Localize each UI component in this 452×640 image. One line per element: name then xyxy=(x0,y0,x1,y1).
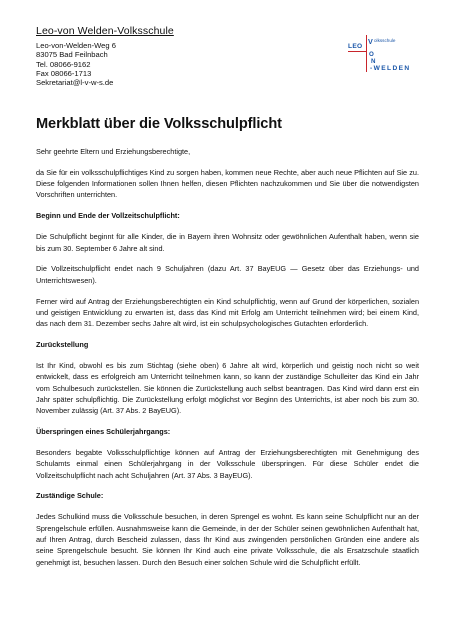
fax-number: Fax 08066-1713 xyxy=(36,68,92,78)
intro-paragraph: da Sie für ein volksschulpflichtiges Kind zu sorgen haben, kommen neue Rechte, aber auch neue Pflichten auf Sie zu. Diese folgenden Informationen sollen Ihnen helfen, diesen Pflichten nachzukommen und Sie über die notwendigsten Vorschriften unterrichten. xyxy=(36,167,419,200)
logo-letter-v: V xyxy=(368,37,373,46)
logo-leo: LEO xyxy=(348,43,363,50)
letterhead xyxy=(36,25,174,87)
paragraph-antrag: Ferner wird auf Antrag der Erziehungsberechtigten ein Kind schulpflichtig, wenn auf Grund der körperlichen, sozialen und geistigen Entwicklung zu erwarten ist, dass das Kind mit Erfolg am Unterricht teilnehmen wird; bei einem Kind, das nach dem 31. Dezember sechs Jahre alt wird, ist ein schulpsychologisches Gutachten erforderlich. xyxy=(36,296,419,329)
school-logo xyxy=(348,32,434,72)
phone-number: Tel. 08066-9162 xyxy=(36,59,91,69)
document-body xyxy=(36,146,419,577)
paragraph-zurueckstellung: Ist Ihr Kind, obwohl es bis zum Stichtag (siehe oben) 6 Jahre alt wird, körperlich und geistig noch nicht so weit entwickelt, dass es erfolgreich am Unterricht teilnehmen kann, so kann der zuständige Schulleiter das Kind ein Jahr vom Schulbesuch zurückstellen. Sie können die Zurückstellung auch selbst beantragen. Das Kind wird dann erst ein Jahr später schulpflichtig. Die Zurückstellung erfolgt möglichst vor Beginn des Unterrichts, ist aber noch bis zum 30. November zulässig (Art. 37 Abs. 2 BayEUG). xyxy=(36,361,419,416)
paragraph-zustaendige-schule: Jedes Schulkind muss die Volksschule besuchen, in deren Sprengel es wohnt. Es kann seine Schulpflicht nur an der Sprengelschule erfüllen. Ausnahmsweise kann die Gemeinde, in der der Schüler seinen gewöhnlichen Aufenthalt hat, auf Ihren Antrag, durch Bescheid zulassen, dass Ihr Kind aus zwingenden persönlichen Gründen eine andere als seine Sprengelschule besucht. Sie können Ihr Kind auch eine private Volksschule, die als Ersatzschule staatlich genehmigt ist, besuchen lassen. Durch den Besuch einer solchen Schule wird die Schulpflicht erfüllt. xyxy=(36,512,419,567)
section-heading-zurueckstellung: Zurückstellung xyxy=(36,340,89,350)
salutation: Sehr geehrte Eltern und Erziehungsberechtigte, xyxy=(36,147,191,156)
logo-letter-n: N xyxy=(371,58,376,65)
school-name: Leo-von Welden-Volksschule xyxy=(36,25,174,37)
paragraph-ueberspringen: Besonders begabte Volksschulpflichtige können auf Antrag der Erziehungsberechtigten mit Genehmigung des Schulamts einmal einen Schülerjahrgang in der Volksschule überspringen. Für diese Schüler endet die Vollzeitschulpflicht nach acht Schuljahren (Art. 37 Abs. 3 BayEUG). xyxy=(36,447,419,480)
logo-volksschule: olksschule xyxy=(374,38,396,43)
section-heading-ueberspringen: Überspringen eines Schülerjahrgangs: xyxy=(36,427,171,437)
section-heading-zustaendige-schule: Zuständige Schule: xyxy=(36,491,104,501)
logo-vertical-rule xyxy=(366,35,367,72)
address-street: Leo-von-Welden-Weg 6 xyxy=(36,41,116,50)
logo-welden: -WELDEN xyxy=(370,65,411,72)
email-address: Sekretariat@l-v-w-s.de xyxy=(36,78,114,88)
section-heading-beginn-ende: Beginn und Ende der Vollzeitschulpflicht: xyxy=(36,211,180,221)
document-title: Merkblatt über die Volksschulpflicht xyxy=(36,116,282,132)
logo-horizontal-rule xyxy=(348,51,366,52)
address-city: 83075 Bad Feilnbach xyxy=(36,50,108,60)
paragraph-schulpflicht-ende: Die Vollzeitschulpflicht endet nach 9 Schuljahren (dazu Art. 37 BayEUG — Gesetz über das Erziehungs- und Unterrichtswesen). xyxy=(36,264,419,285)
paragraph-schulpflicht-beginn: Die Schulpflicht beginnt für alle Kinder, die in Bayern ihren Wohnsitz oder gewöhnlichen Aufenthalt haben, wenn sie bis zum 30. September 6 Jahre alt sind. xyxy=(36,232,419,253)
logo-letter-o: O xyxy=(369,51,374,58)
